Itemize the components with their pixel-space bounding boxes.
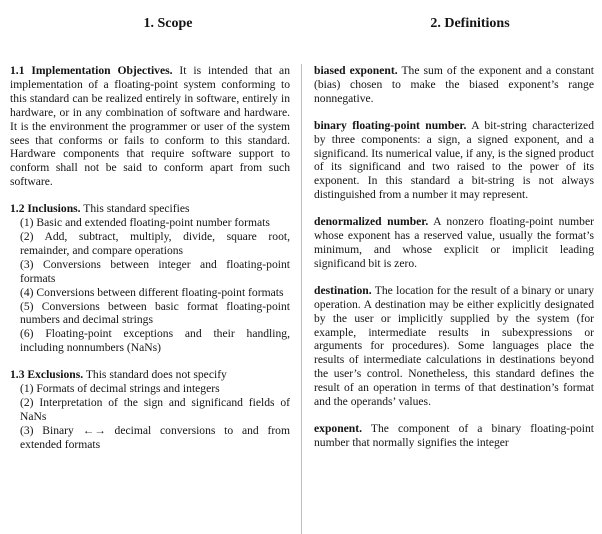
inclusion-item-5: (5) Conversions between basic format floating-point numbers and decimal strings [20,299,290,327]
inclusion-item-6: (6) Floating-point exceptions and their handling, including nonnumbers (NaNs) [20,327,290,355]
scope-title: 1. Scope [143,16,193,31]
definition-text: A bit-string characterized by three components: a sign, a signed exponent, and a significand. Its numerical value, if any, is the signed product of its significand and two raised to the power of its exponent. In this standard a bit-string is not always distinguished from a number it may represent. [314,118,594,202]
section-1-2-intro: This standard specifies [83,202,190,216]
definition-text: The component of a binary floating-point number that normally signifies the integer [314,421,594,449]
section-1-3 [10,368,290,451]
section-1-2-heading: 1.2 Inclusions. [10,202,81,216]
section-1-2 [10,202,290,355]
definition-biased-exponent [314,64,594,106]
definition-exponent [314,422,594,450]
inclusion-item-1: (1) Basic and extended floating-point number formats [20,216,270,230]
inclusion-item-3: (3) Conversions between integer and floating-point formats [20,257,290,285]
exclusion-item-3: (3) Binary ←→ decimal conversions to and from extended formats [20,423,290,451]
exclusion-item-1: (1) Formats of decimal strings and integers [20,382,220,396]
definition-term: exponent. [314,421,362,435]
definition-text: The sum of the exponent and a constant (bias) chosen to make the biased exponent’s range nonnegative. [314,64,594,105]
definition-text: A nonzero floating-point number whose exponent has a reserved value, usually the format’s minimum, and whose explicit or implicit leading significand bit is zero. [314,215,594,270]
definition-term: biased exponent. [314,64,398,77]
definitions-title: 2. Definitions [430,16,510,31]
inclusion-item-4: (4) Conversions between different floating-point formats [20,285,284,299]
inclusion-item-2: (2) Add, subtract, multiply, divide, square root, remainder, and compare operations [20,229,290,257]
definition-term: destination. [314,283,372,297]
column-divider [301,64,302,534]
definition-destination [314,284,594,409]
section-1-3-intro: This standard does not specify [85,368,227,382]
section-1-1-text: It is intended that an implementation of a floating-point system conforming to this standard can be realized entirely in software, entirely in hardware, or in any combination of software and hardware. It is the environment the programmer or user of the system sees that conforms or fails to conform to this standard. Hardware components that require software support to conform shall not be said to conform apart from such software. [10,64,290,189]
right-column [314,0,594,450]
definition-binary-floating-point-number [314,119,594,202]
section-1-1-heading: 1.1 Implementation Objectives. [10,64,173,77]
left-column [10,0,290,452]
definition-text: The location for the result of a binary or unary operation. A destination may be either explicitly designated by the user or implicitly supplied by the system (for example, intermediate results in subexpressions or arguments for procedures). Some languages place the results of intermediate calculations in destinations beyond the user’s control. Nonetheless, this standard defines the result of an operation in terms of that destination’s format and the operands’ values. [314,283,594,409]
definition-term: denormalized number. [314,215,429,229]
exclusion-item-2: (2) Interpretation of the sign and significand fields of NaNs [20,395,290,423]
section-1-3-heading: 1.3 Exclusions. [10,368,84,382]
definition-denormalized-number [314,215,594,271]
definition-term: binary floating-point number. [314,118,467,132]
section-1-1 [10,64,290,189]
